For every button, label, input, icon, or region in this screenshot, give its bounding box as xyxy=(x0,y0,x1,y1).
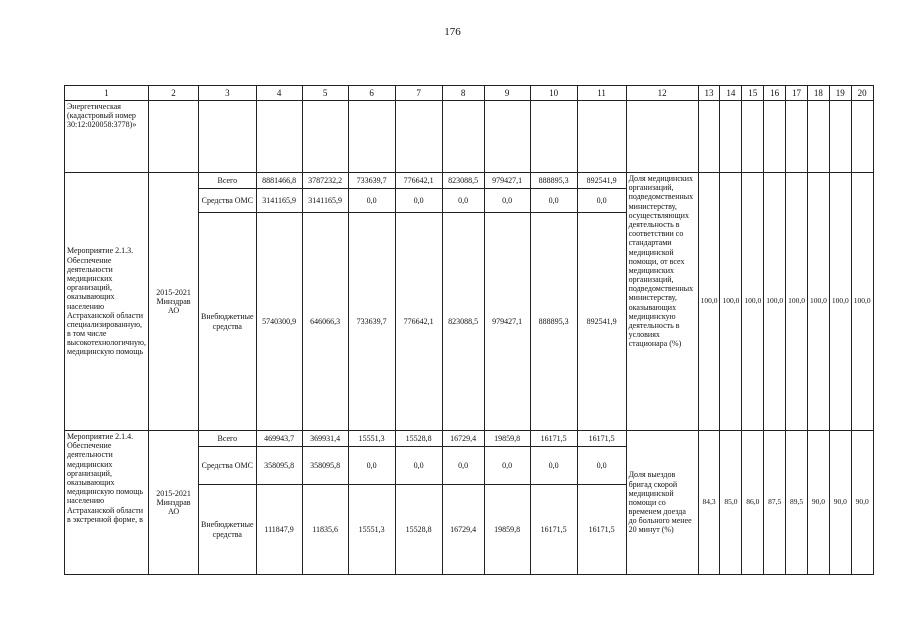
object-name-cell: Энергетическая (кадастровый номер 30:12:020058:3778)» xyxy=(65,101,149,173)
target-value: 100,0 xyxy=(742,173,764,431)
value-cell: 646066,3 xyxy=(302,213,348,431)
target-value: 87,5 xyxy=(764,431,786,575)
value-cell: 979427,1 xyxy=(484,213,530,431)
column-header: 18 xyxy=(807,86,829,101)
column-header: 6 xyxy=(348,86,395,101)
value-cell: 16171,5 xyxy=(530,431,577,447)
funding-source: Внебюджетные средства xyxy=(199,485,257,575)
value-cell: 16729,4 xyxy=(442,431,484,447)
value-cell: 892541,9 xyxy=(577,213,626,431)
target-value: 90,0 xyxy=(807,431,829,575)
table-row xyxy=(65,431,874,447)
target-value: 100,0 xyxy=(829,173,851,431)
target-value: 90,0 xyxy=(829,431,851,575)
value-cell: 358095,8 xyxy=(256,447,302,485)
target-value: 100,0 xyxy=(786,173,808,431)
column-header: 2 xyxy=(149,86,199,101)
value-cell: 358095,8 xyxy=(302,447,348,485)
column-header: 4 xyxy=(256,86,302,101)
value-cell: 3141165,9 xyxy=(256,189,302,213)
column-header: 14 xyxy=(720,86,742,101)
target-value: 86,0 xyxy=(742,431,764,575)
value-cell: 15528,8 xyxy=(395,485,442,575)
target-value: 100,0 xyxy=(720,173,742,431)
column-header: 3 xyxy=(199,86,257,101)
column-header: 7 xyxy=(395,86,442,101)
column-header: 13 xyxy=(698,86,720,101)
value-cell: 3141165,9 xyxy=(302,189,348,213)
value-cell: 0,0 xyxy=(484,447,530,485)
activity-period xyxy=(149,173,199,431)
column-header: 19 xyxy=(829,86,851,101)
value-cell: 776642,1 xyxy=(395,213,442,431)
column-header: 17 xyxy=(786,86,808,101)
value-cell: 823088,5 xyxy=(442,173,484,189)
value-cell: 3787232,2 xyxy=(302,173,348,189)
value-cell: 888895,3 xyxy=(530,173,577,189)
target-value: 100,0 xyxy=(764,173,786,431)
value-cell: 733639,7 xyxy=(348,213,395,431)
target-value: 90,0 xyxy=(851,431,873,575)
funding-source: Всего xyxy=(199,431,257,447)
value-cell: 469943,7 xyxy=(256,431,302,447)
column-header: 11 xyxy=(577,86,626,101)
column-header: 12 xyxy=(626,86,698,101)
value-cell: 0,0 xyxy=(530,189,577,213)
value-cell: 0,0 xyxy=(484,189,530,213)
value-cell: 0,0 xyxy=(395,447,442,485)
target-value: 100,0 xyxy=(698,173,720,431)
value-cell: 0,0 xyxy=(577,189,626,213)
value-cell: 19859,8 xyxy=(484,431,530,447)
funding-source: Всего xyxy=(199,173,257,189)
value-cell: 0,0 xyxy=(348,189,395,213)
value-cell: 892541,9 xyxy=(577,173,626,189)
activity-period xyxy=(149,431,199,575)
program-table xyxy=(64,85,874,575)
period-text: 2015-2021 xyxy=(156,287,191,297)
activity-name: Мероприятие 2.1.3. Обеспечение деятельности медицинских организаций, оказывающих населению Астраханской области специализированную, в том числе высокотехнологичную, медицинскую помощь xyxy=(65,173,149,431)
value-cell: 776642,1 xyxy=(395,173,442,189)
value-cell: 15551,3 xyxy=(348,431,395,447)
value-cell: 16171,5 xyxy=(530,485,577,575)
executor-text: Минздрав АО xyxy=(156,497,191,517)
value-cell: 16171,5 xyxy=(577,485,626,575)
target-value: 100,0 xyxy=(807,173,829,431)
value-cell: 5740300,9 xyxy=(256,213,302,431)
value-cell: 888895,3 xyxy=(530,213,577,431)
activity-name: Мероприятие 2.1.4. Обеспечение деятельности медицинских организаций, оказывающих медицинскую помощь населению Астраханской области в экстренной форме, в xyxy=(65,431,149,575)
value-cell: 15528,8 xyxy=(395,431,442,447)
value-cell: 8881466,8 xyxy=(256,173,302,189)
target-value: 84,3 xyxy=(698,431,720,575)
page-number: 176 xyxy=(444,26,461,38)
value-cell: 0,0 xyxy=(577,447,626,485)
table-row xyxy=(65,173,874,189)
column-header: 16 xyxy=(764,86,786,101)
column-header: 20 xyxy=(851,86,873,101)
column-header: 1 xyxy=(65,86,149,101)
value-cell: 0,0 xyxy=(442,447,484,485)
header-row xyxy=(65,86,874,101)
value-cell: 16729,4 xyxy=(442,485,484,575)
value-cell: 369931,4 xyxy=(302,431,348,447)
value-cell: 15551,3 xyxy=(348,485,395,575)
value-cell: 733639,7 xyxy=(348,173,395,189)
funding-source: Внебюджетные средства xyxy=(199,213,257,431)
value-cell: 0,0 xyxy=(395,189,442,213)
column-header: 8 xyxy=(442,86,484,101)
target-value: 89,5 xyxy=(786,431,808,575)
continuation-row xyxy=(65,101,874,173)
value-cell: 16171,5 xyxy=(577,431,626,447)
value-cell: 979427,1 xyxy=(484,173,530,189)
indicator-text: Доля медицинских организаций, подведомственных министерству, осуществляющих деятельность в соответствии со стандартами медицинской помощи, от всех медицинских организаций, подведомственных министерству, оказывающих медицинскую деятельность в условиях стационара (%) xyxy=(626,173,698,431)
value-cell: 0,0 xyxy=(348,447,395,485)
period-text: 2015-2021 xyxy=(156,488,191,498)
column-header: 5 xyxy=(302,86,348,101)
value-cell: 823088,5 xyxy=(442,213,484,431)
target-value: 85,0 xyxy=(720,431,742,575)
funding-source: Средства ОМС xyxy=(199,447,257,485)
column-header: 15 xyxy=(742,86,764,101)
funding-source: Средства ОМС xyxy=(199,189,257,213)
column-header: 10 xyxy=(530,86,577,101)
executor-text: Минздрав АО xyxy=(156,296,191,316)
value-cell: 11835,6 xyxy=(302,485,348,575)
column-header: 9 xyxy=(484,86,530,101)
value-cell: 0,0 xyxy=(442,189,484,213)
value-cell: 0,0 xyxy=(530,447,577,485)
value-cell: 19859,8 xyxy=(484,485,530,575)
indicator-text: Доля выездов бригад скорой медицинской помощи со временем доезда до больного менее 20 минут (%) xyxy=(626,431,698,575)
value-cell: 111847,9 xyxy=(256,485,302,575)
target-value: 100,0 xyxy=(851,173,873,431)
